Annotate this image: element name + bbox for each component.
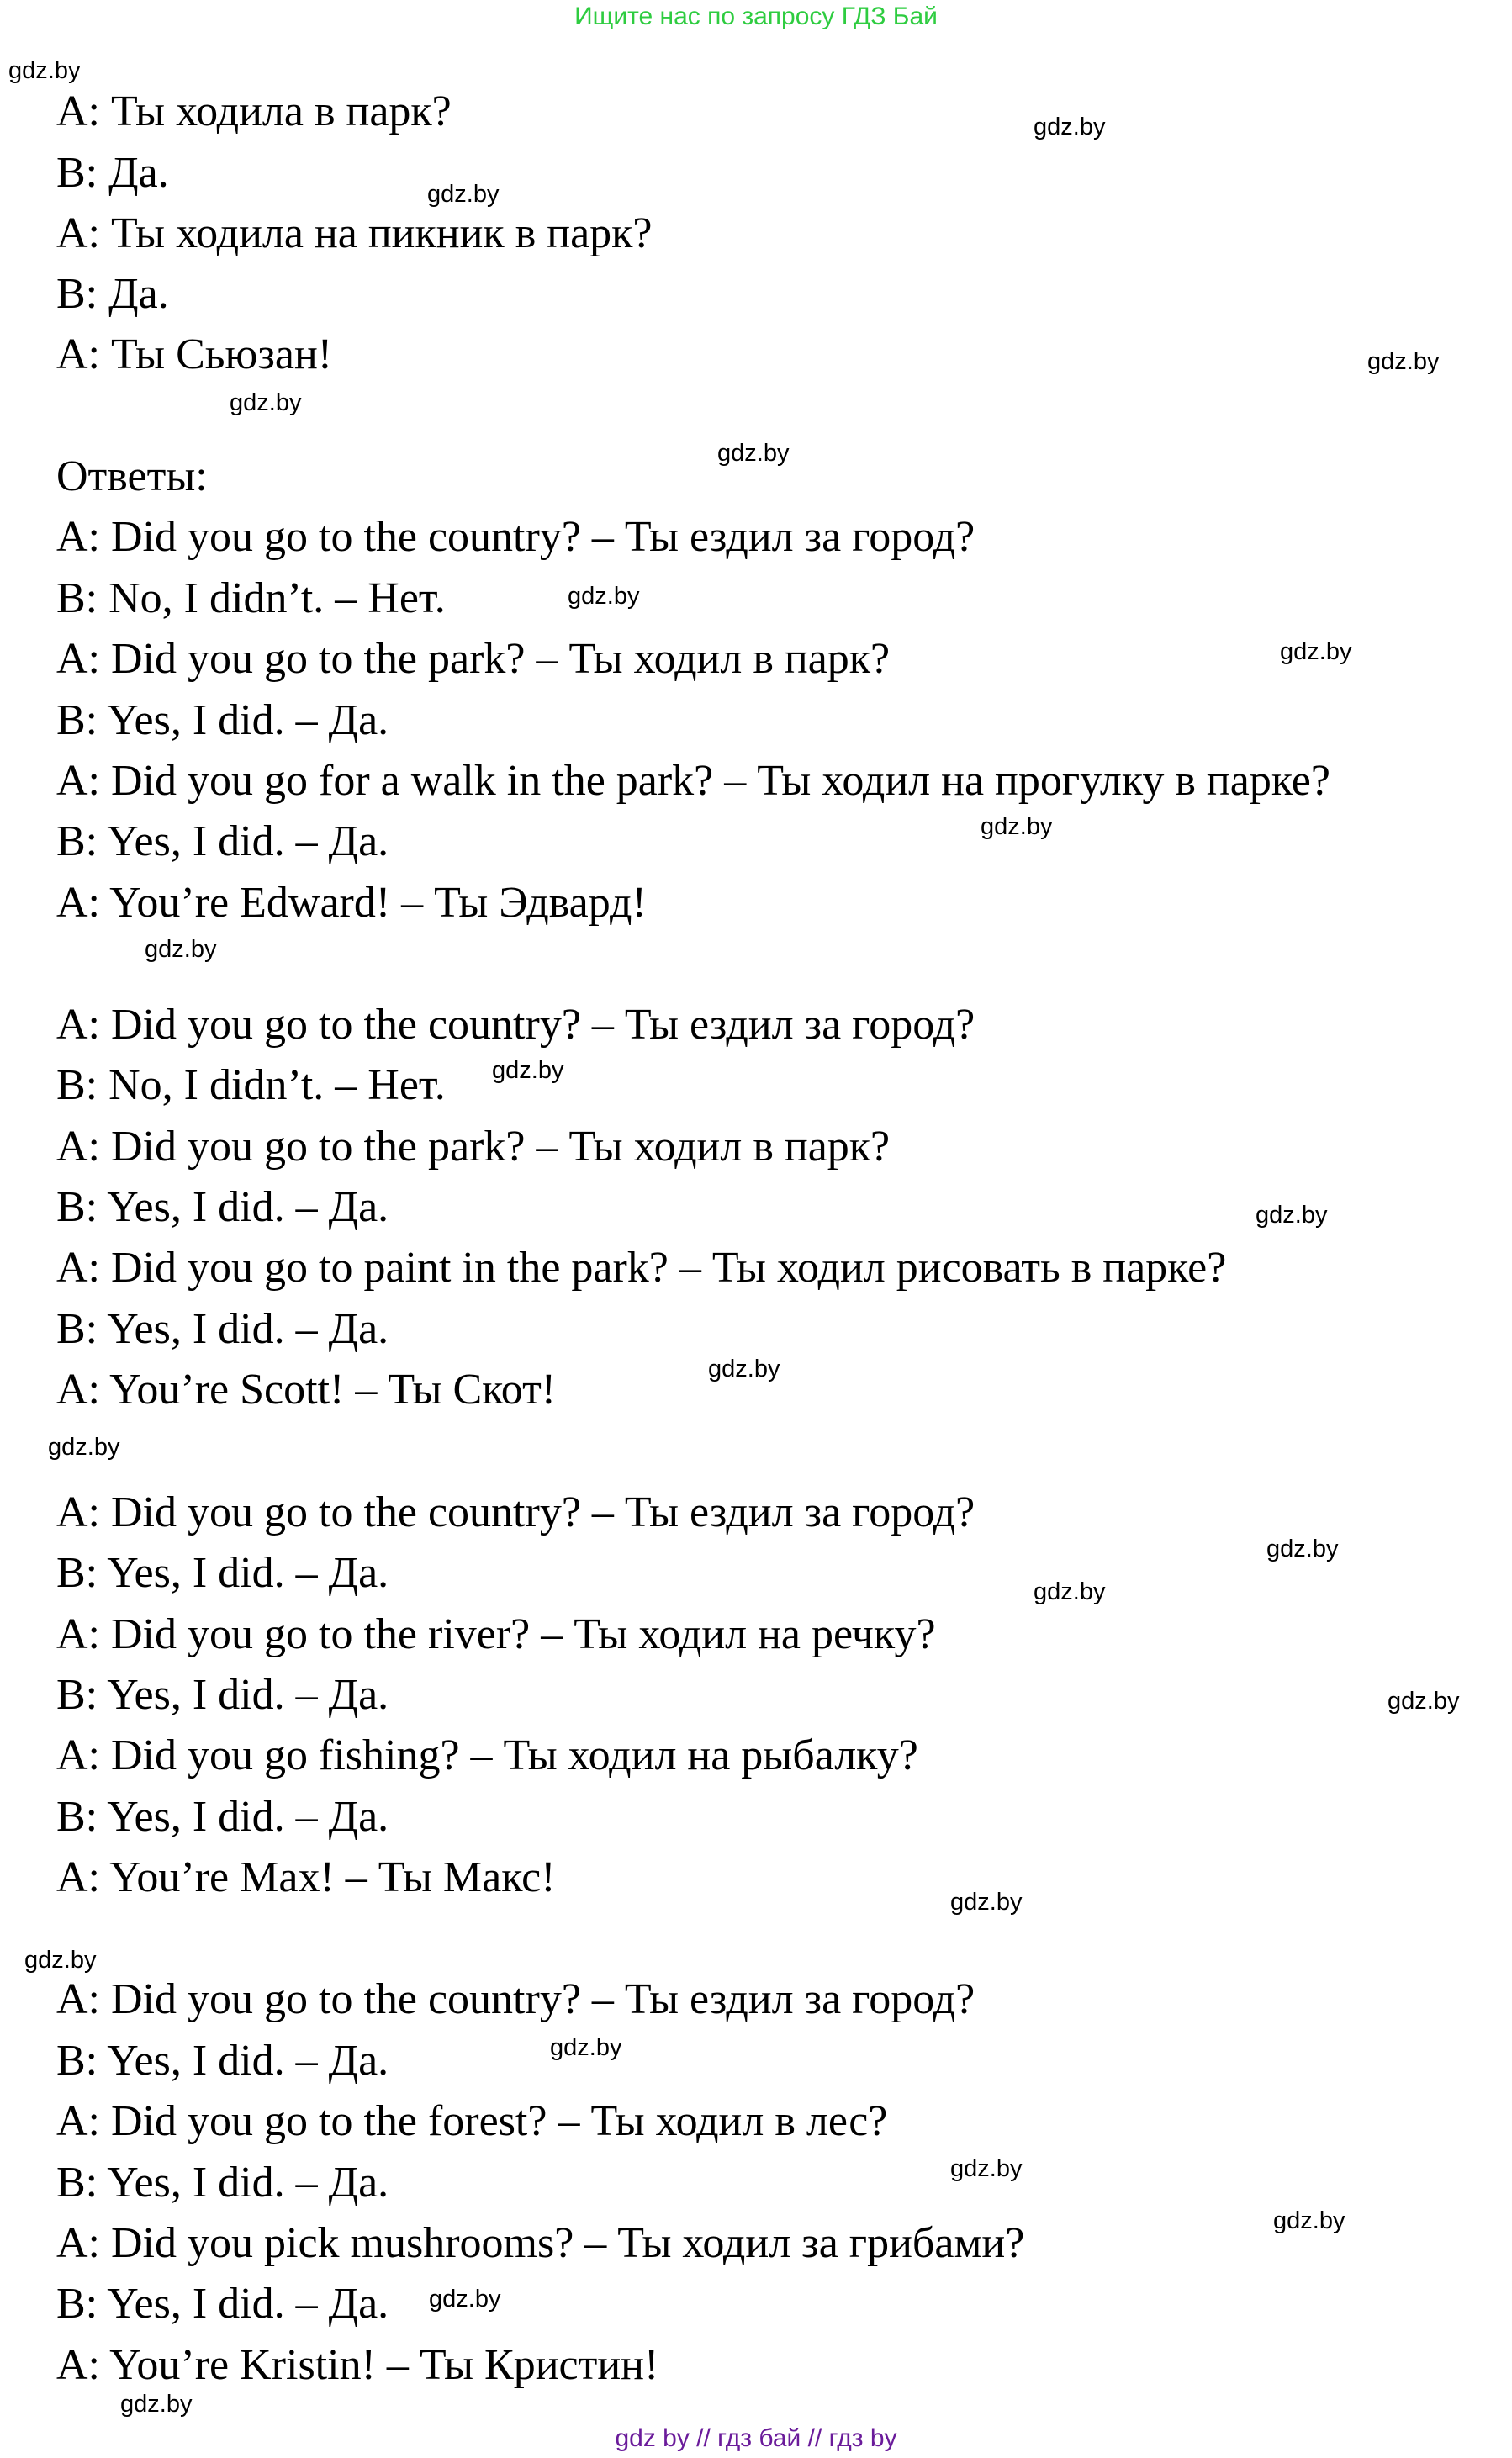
dialog-line: B: Yes, I did. – Да. [56, 1305, 389, 1353]
dialog-line: A: Did you go to the river? – Ты ходил на речку? [56, 1610, 936, 1658]
watermark: gdz.by [427, 181, 500, 208]
dialog-line: A: You’re Kristin! – Ты Кристин! [56, 2341, 659, 2389]
dialog-line: B: Да. [56, 270, 169, 318]
dialog-line: A: You’re Max! – Ты Макс! [56, 1853, 556, 1901]
dialog-line: A: Did you go to the country? – Ты ездил за город? [56, 1001, 975, 1049]
dialog-line: B: Yes, I did. – Да. [56, 2159, 389, 2207]
watermark: gdz.by [48, 1434, 120, 1461]
dialog-line: A: Did you go to the park? – Ты ходил в парк? [56, 635, 891, 683]
dialog-line: B: Yes, I did. – Да. [56, 1793, 389, 1841]
dialog-line: B: Yes, I did. – Да. [56, 2037, 389, 2085]
dialog-line: A: Did you go to paint in the park? – Ты ходил рисовать в парке? [56, 1244, 1227, 1292]
watermark: gdz.by [120, 2391, 193, 2418]
watermark: gdz.by [1280, 638, 1352, 665]
watermark: gdz.by [981, 813, 1053, 840]
dialog-line: B: Yes, I did. – Да. [56, 2280, 389, 2328]
dialog-line: A: Did you go to the forest? – Ты ходил в лес? [56, 2097, 888, 2145]
watermark: gdz.by [708, 1356, 780, 1382]
watermark: gdz.by [230, 389, 302, 416]
dialog-line: A: Did you go to the country? – Ты ездил за город? [56, 1975, 975, 2023]
dialog-line: B: Yes, I did. – Да. [56, 1671, 389, 1719]
watermark: gdz.by [1034, 1578, 1106, 1605]
watermark: gdz.by [1266, 1536, 1339, 1562]
watermark: gdz.by [145, 936, 217, 963]
dialog-line: A: Did you go to the park? – Ты ходил в парк? [56, 1123, 891, 1171]
watermark: gdz.by [24, 1947, 97, 1974]
dialog-line: B: No, I didn’t. – Нет. [56, 574, 446, 622]
dialog-line: A: Ты Сьюзан! [56, 330, 333, 378]
watermark: gdz.by [492, 1057, 564, 1084]
dialog-line: B: Yes, I did. – Да. [56, 696, 389, 744]
dialog-line: A: Did you go to the country? – Ты ездил за город? [56, 513, 975, 561]
dialog-line: A: Ты ходила в парк? [56, 87, 452, 135]
watermark: gdz.by [429, 2286, 501, 2313]
dialog-line: A: You’re Edward! – Ты Эдвард! [56, 879, 647, 927]
dialog-line: A: You’re Scott! – Ты Скот! [56, 1366, 557, 1414]
watermark: gdz.by [950, 2155, 1023, 2182]
watermark: gdz.by [1367, 348, 1440, 375]
dialog-line: B: Yes, I did. – Да. [56, 1549, 389, 1597]
dialog-line: B: Yes, I did. – Да. [56, 1183, 389, 1231]
dialog-line: A: Did you go to the country? – Ты ездил за город? [56, 1488, 975, 1536]
watermark: gdz.by [550, 2034, 622, 2061]
answers-heading: Ответы: [56, 452, 208, 500]
watermark: gdz.by [717, 440, 790, 467]
watermark: gdz.by [8, 57, 81, 84]
dialog-line: A: Ты ходила на пикник в парк? [56, 209, 653, 257]
watermark: gdz.by [568, 583, 640, 610]
dialog-line: B: No, I didn’t. – Нет. [56, 1061, 446, 1109]
header-search-link[interactable]: Ищите нас по запросу ГДЗ Бай [574, 3, 938, 30]
dialog-line: B: Да. [56, 149, 169, 197]
watermark: gdz.by [1273, 2207, 1345, 2234]
dialog-line: A: Did you go for a walk in the park? – Ты ходил на прогулку в парке? [56, 757, 1330, 805]
dialog-line: B: Yes, I did. – Да. [56, 817, 389, 865]
watermark: gdz.by [1388, 1688, 1460, 1715]
dialog-line: A: Did you pick mushrooms? – Ты ходил за грибами? [56, 2219, 1025, 2267]
watermark: gdz.by [1034, 114, 1106, 140]
watermark: gdz.by [1256, 1202, 1328, 1229]
dialog-line: A: Did you go fishing? – Ты ходил на рыбалку? [56, 1731, 918, 1779]
footer-links[interactable]: gdz by // гдз бай // гдз by [615, 2424, 897, 2452]
watermark: gdz.by [950, 1889, 1023, 1916]
